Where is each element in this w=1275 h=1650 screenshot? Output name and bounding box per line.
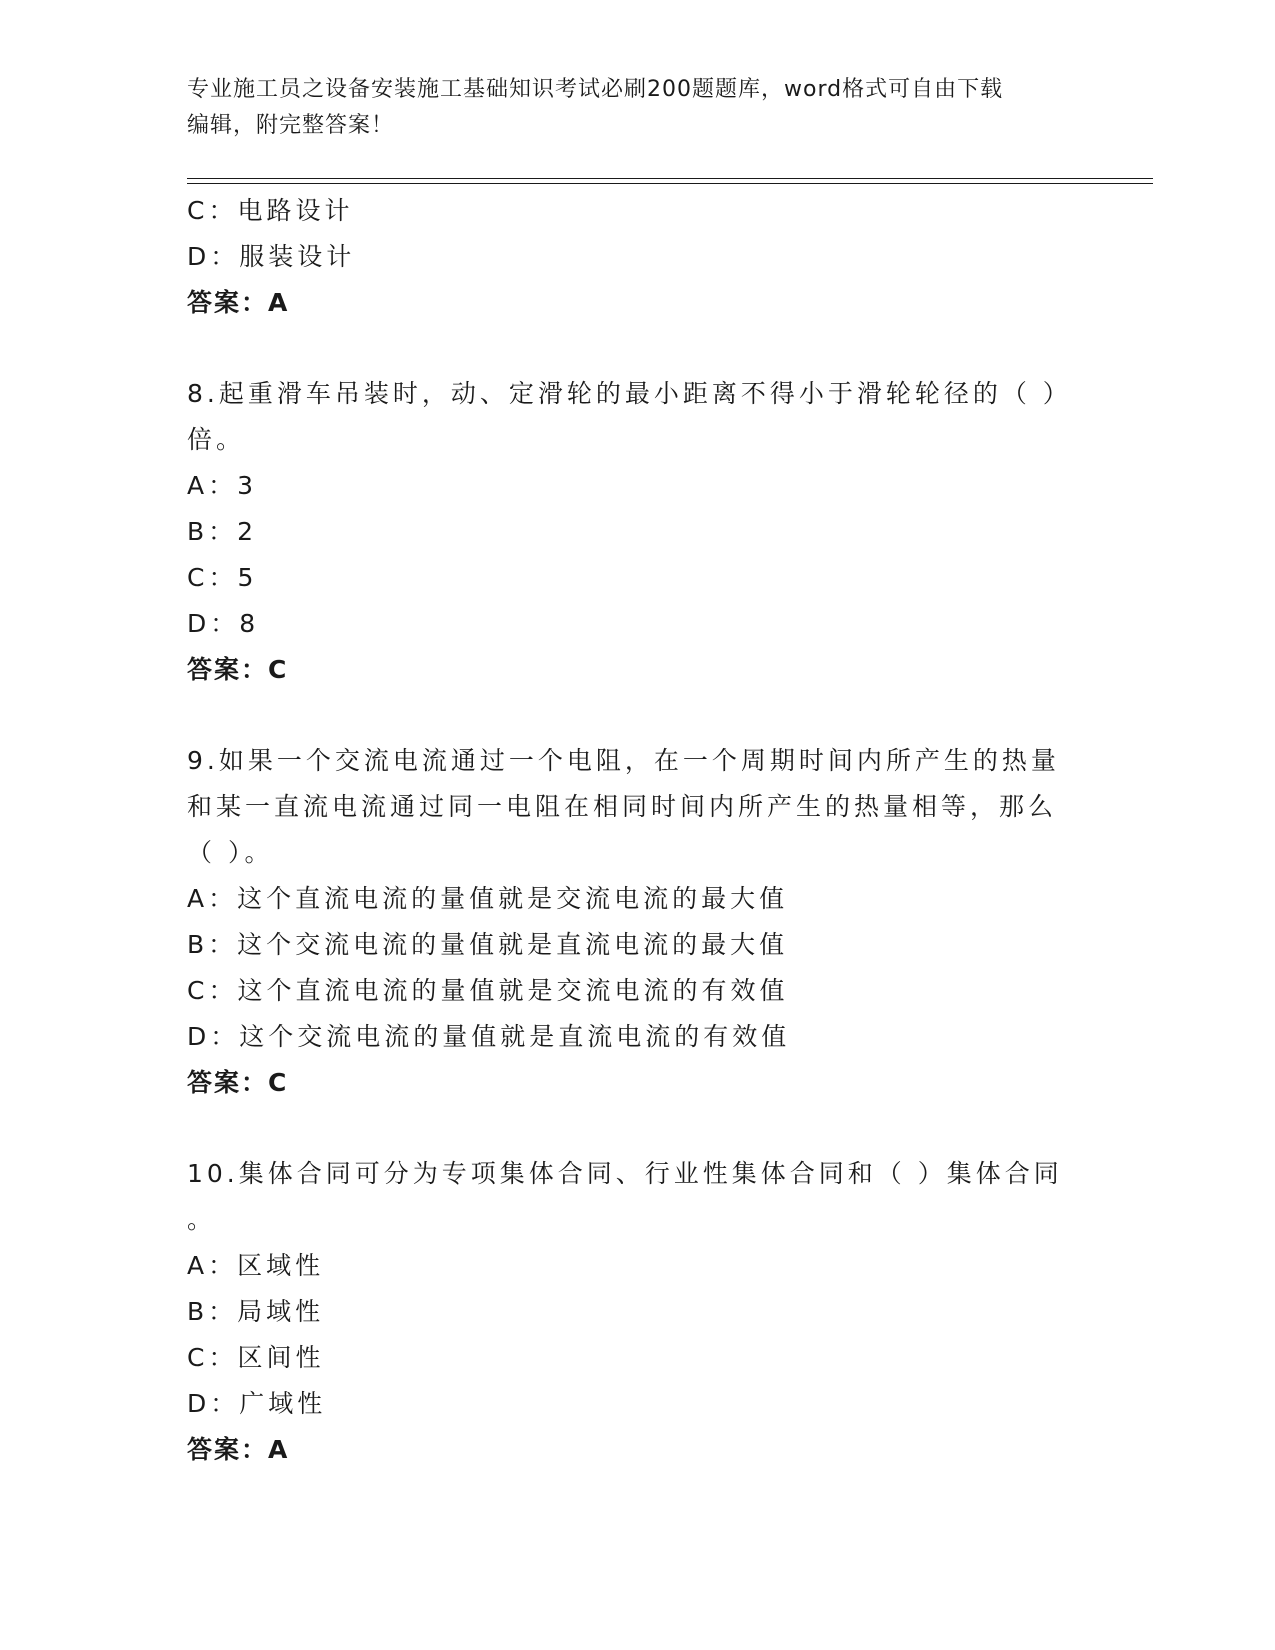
question-spacer <box>187 326 1067 371</box>
question-stem-line: 10.集体合同可分为专项集体合同、行业性集体合同和（ ）集体合同 <box>187 1159 1063 1188</box>
header-title-line-1: 专业施工员之设备安装施工基础知识考试必刷200题题库，word格式可自由下载 <box>187 77 1004 102</box>
header-divider-bottom <box>187 183 1153 184</box>
option-b: B：局域性 <box>187 1297 325 1326</box>
question-content <box>187 188 1072 1473</box>
question-10 <box>187 1151 1067 1473</box>
question-stem-line: 9.如果一个交流电流通过一个电阻，在一个周期时间内所产生的热量 <box>187 746 1060 775</box>
option-c: C：电路设计 <box>187 196 354 225</box>
answer-line: 答案：C <box>187 1068 289 1097</box>
option-d: D：广域性 <box>187 1389 327 1418</box>
question-spacer <box>187 1106 1067 1151</box>
option-a: A：区域性 <box>187 1251 325 1280</box>
question-stem-line: （ ）。 <box>187 838 274 867</box>
option-c: C：这个直流电流的量值就是交流电流的有效值 <box>187 976 789 1005</box>
answer-line: 答案：A <box>187 288 290 317</box>
question-stem-line: 8.起重滑车吊装时，动、定滑轮的最小距离不得小于滑轮轮径的（ ） <box>187 379 1072 408</box>
option-a: A：3 <box>187 471 258 500</box>
header-divider-top <box>187 178 1153 179</box>
option-a: A：这个直流电流的量值就是交流电流的最大值 <box>187 884 789 913</box>
option-d: D：这个交流电流的量值就是直流电流的有效值 <box>187 1022 791 1051</box>
question-stem-line: 。 <box>187 1205 217 1234</box>
option-b: B：这个交流电流的量值就是直流电流的最大值 <box>187 930 789 959</box>
option-d: D：服装设计 <box>187 242 356 271</box>
question-spacer <box>187 693 1067 738</box>
option-d: D：8 <box>187 609 260 638</box>
question-9 <box>187 738 1067 1106</box>
option-c: C：5 <box>187 563 258 592</box>
document-header <box>187 72 1067 144</box>
question-stem-line: 倍。 <box>187 425 246 454</box>
question-stem-line: 和某一直流电流通过同一电阻在相同时间内所产生的热量相等，那么 <box>187 792 1058 821</box>
answer-line: 答案：A <box>187 1435 290 1464</box>
option-b: B：2 <box>187 517 258 546</box>
header-title-line-2: 编辑，附完整答案！ <box>187 113 395 138</box>
answer-line: 答案：C <box>187 655 289 684</box>
option-c: C：区间性 <box>187 1343 325 1372</box>
question-8 <box>187 371 1072 693</box>
question-7-continued <box>187 188 1067 326</box>
